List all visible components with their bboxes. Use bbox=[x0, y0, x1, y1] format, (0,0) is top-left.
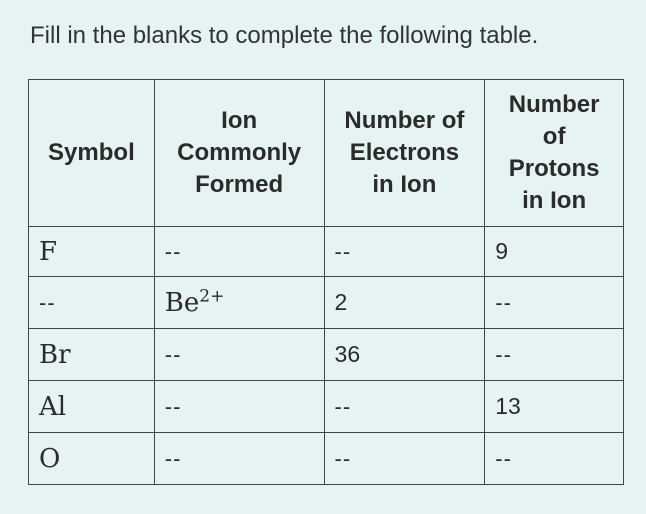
protons-cell[interactable] bbox=[485, 227, 624, 277]
header-symbol bbox=[29, 80, 155, 227]
header-line: Number bbox=[508, 91, 600, 118]
symbol-value: -- bbox=[39, 289, 56, 315]
header-line: Protons bbox=[508, 155, 600, 182]
symbol-value: Br bbox=[39, 339, 71, 370]
table-row bbox=[29, 381, 624, 433]
electrons-value: -- bbox=[334, 393, 352, 419]
ion-value bbox=[165, 288, 225, 318]
symbol-cell[interactable] bbox=[29, 227, 155, 277]
header-line: Ion bbox=[221, 107, 258, 134]
symbol-cell[interactable] bbox=[29, 381, 155, 433]
protons-value: 13 bbox=[495, 393, 521, 419]
header-line: in Ion bbox=[522, 187, 587, 214]
table-row bbox=[29, 329, 624, 381]
ion-base: Be bbox=[164, 288, 200, 319]
question-prompt: Fill in the blanks to complete the following table. bbox=[30, 22, 539, 49]
header-ion-commonly-formed bbox=[154, 80, 324, 227]
symbol-cell[interactable] bbox=[29, 329, 155, 381]
ion-cell[interactable] bbox=[154, 227, 324, 277]
electrons-cell[interactable] bbox=[324, 329, 485, 381]
table-row bbox=[29, 277, 624, 329]
protons-value: -- bbox=[495, 341, 512, 367]
ion-cell[interactable] bbox=[154, 433, 324, 485]
protons-cell[interactable] bbox=[485, 277, 624, 329]
header-line: Formed bbox=[195, 171, 284, 198]
header-number-of-protons bbox=[485, 80, 624, 227]
header-line: Electrons bbox=[349, 139, 460, 166]
ion-table bbox=[28, 79, 624, 485]
header-line: Commonly bbox=[177, 139, 302, 166]
header-line: Number of bbox=[344, 107, 465, 134]
table-header-row bbox=[29, 80, 624, 227]
electrons-cell[interactable] bbox=[324, 433, 485, 485]
electrons-value: -- bbox=[334, 238, 352, 264]
protons-value: -- bbox=[495, 289, 512, 315]
electrons-cell[interactable] bbox=[324, 277, 485, 329]
protons-cell[interactable] bbox=[485, 329, 624, 381]
symbol-cell[interactable] bbox=[29, 433, 155, 485]
ion-charge: 2+ bbox=[199, 286, 225, 307]
header-line: of bbox=[542, 123, 566, 150]
protons-cell[interactable] bbox=[485, 381, 624, 433]
protons-cell[interactable] bbox=[485, 433, 624, 485]
electrons-value: -- bbox=[334, 445, 352, 471]
symbol-value: Al bbox=[39, 391, 67, 422]
electrons-cell[interactable] bbox=[324, 381, 485, 433]
electrons-cell[interactable] bbox=[324, 227, 485, 277]
ion-value: -- bbox=[164, 393, 182, 419]
header-number-of-electrons bbox=[324, 80, 485, 227]
protons-value: 9 bbox=[495, 238, 509, 264]
protons-value: -- bbox=[495, 445, 512, 471]
symbol-value: O bbox=[39, 443, 61, 474]
symbol-value: F bbox=[39, 236, 58, 267]
ion-cell[interactable] bbox=[154, 329, 324, 381]
header-line: Symbol bbox=[48, 139, 135, 166]
symbol-cell[interactable] bbox=[29, 277, 155, 329]
ion-value: -- bbox=[164, 341, 182, 367]
electrons-value: 36 bbox=[334, 341, 361, 367]
ion-value: -- bbox=[164, 238, 182, 264]
header-line: in Ion bbox=[372, 171, 437, 198]
ion-cell[interactable] bbox=[154, 277, 324, 329]
ion-cell[interactable] bbox=[154, 381, 324, 433]
electrons-value: 2 bbox=[334, 289, 348, 315]
table-row bbox=[29, 227, 624, 277]
ion-value: -- bbox=[164, 445, 182, 471]
table-row bbox=[29, 433, 624, 485]
